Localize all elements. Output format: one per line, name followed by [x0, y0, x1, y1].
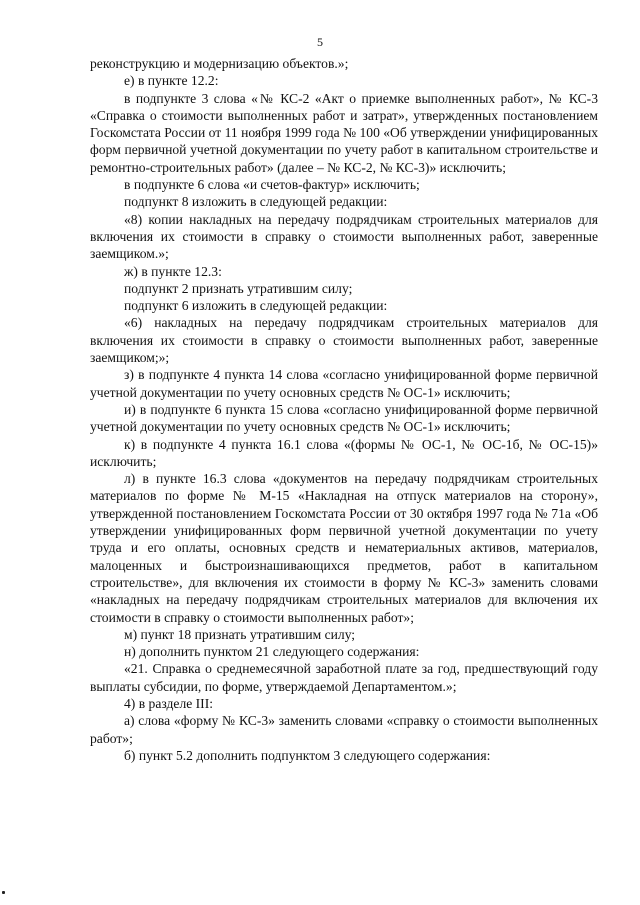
paragraph: и) в подпункте 6 пункта 15 слова «согласно унифицированной форме первичной учетной документации по учету основных средств № ОС-1» исключить; — [90, 401, 598, 435]
document-body — [90, 55, 598, 764]
paragraph: е) в пункте 12.2: — [124, 73, 219, 89]
paragraph: подпункт 2 признать утратившим силу; — [124, 280, 353, 296]
paragraph: 4) в разделе III: — [124, 695, 214, 711]
scan-mark — [2, 891, 5, 894]
paragraph: реконструкцию и модернизацию объектов.»; — [90, 56, 349, 71]
paragraph: к) в подпункте 4 пункта 16.1 слова «(формы № ОС-1, № ОС-1б, № ОС-15)» исключить; — [90, 436, 598, 469]
paragraph: л) в пункте 16.3 слова «документов на передачу подрядчикам строительных материалов по форме № М-15 «Накладная на отпуск материалов на сторону», утвержденной постановлением Госкомстата России от 30 октября 1997 года № 71а «Об утверждении унифицированных форм первичной учетной документации по учету труда и его оплаты, основных средств и нематериальных активов, материалов, малоценных и быстроизнашивающихся предметов, работ в капитальном строительстве», для включения их стоимости в форму № КС-3» заменить словами «накладных на передачу подрядчикам строительных материалов для включения их стоимости в справку о стоимости выполненных работ»; — [90, 471, 598, 625]
page-number: 5 — [317, 35, 323, 49]
paragraph: а) слова «форму № КС-3» заменить словами «справку о стоимости выполненных работ»; — [90, 713, 598, 746]
paragraph: н) дополнить пунктом 21 следующего содержания: — [124, 644, 420, 660]
paragraph: «6) накладных на передачу подрядчикам строительных материалов для включения их стоимости в справку о стоимости выполненных работ, заверенные заемщиком;»; — [90, 315, 598, 366]
paragraph: м) пункт 18 признать утратившим силу; — [124, 626, 356, 642]
paragraph: подпункт 6 изложить в следующей редакции: — [124, 298, 388, 314]
paragraph: ж) в пункте 12.3: — [124, 263, 222, 279]
paragraph: «8) копии накладных на передачу подрядчикам строительных материалов для включения их стоимости в справку о стоимости выполненных работ, заверенные заемщиком.»; — [90, 211, 598, 262]
paragraph: в подпункте 3 слова «№ КС-2 «Акт о приемке выполненных работ», № КС-3 «Справка о стоимости выполненных работ и затрат», утвержденных постановлением Госкомстата России от 11 ноября 1999 года № 100 «Об утверждении унифицированных форм первичной учетной документации по учету работ в капитальном строительстве и ремонтно-строительных работ» (далее – № КС-2, № КС-3)» исключить; — [90, 90, 598, 175]
paragraph: б) пункт 5.2 дополнить подпунктом 3 следующего содержания: — [124, 747, 491, 763]
paragraph: «21. Справка о среднемесячной заработной плате за год, предшествующий году выплаты субсидии, по форме, утверждаемой Департаментом.»; — [90, 661, 598, 694]
paragraph: подпункт 8 изложить в следующей редакции: — [124, 194, 388, 210]
paragraph: в подпункте 6 слова «и счетов-фактур» исключить; — [124, 177, 420, 193]
paragraph: з) в подпункте 4 пункта 14 слова «согласно унифицированной форме первичной учетной документации по учету основных средств № ОС-1» исключить; — [90, 367, 598, 400]
